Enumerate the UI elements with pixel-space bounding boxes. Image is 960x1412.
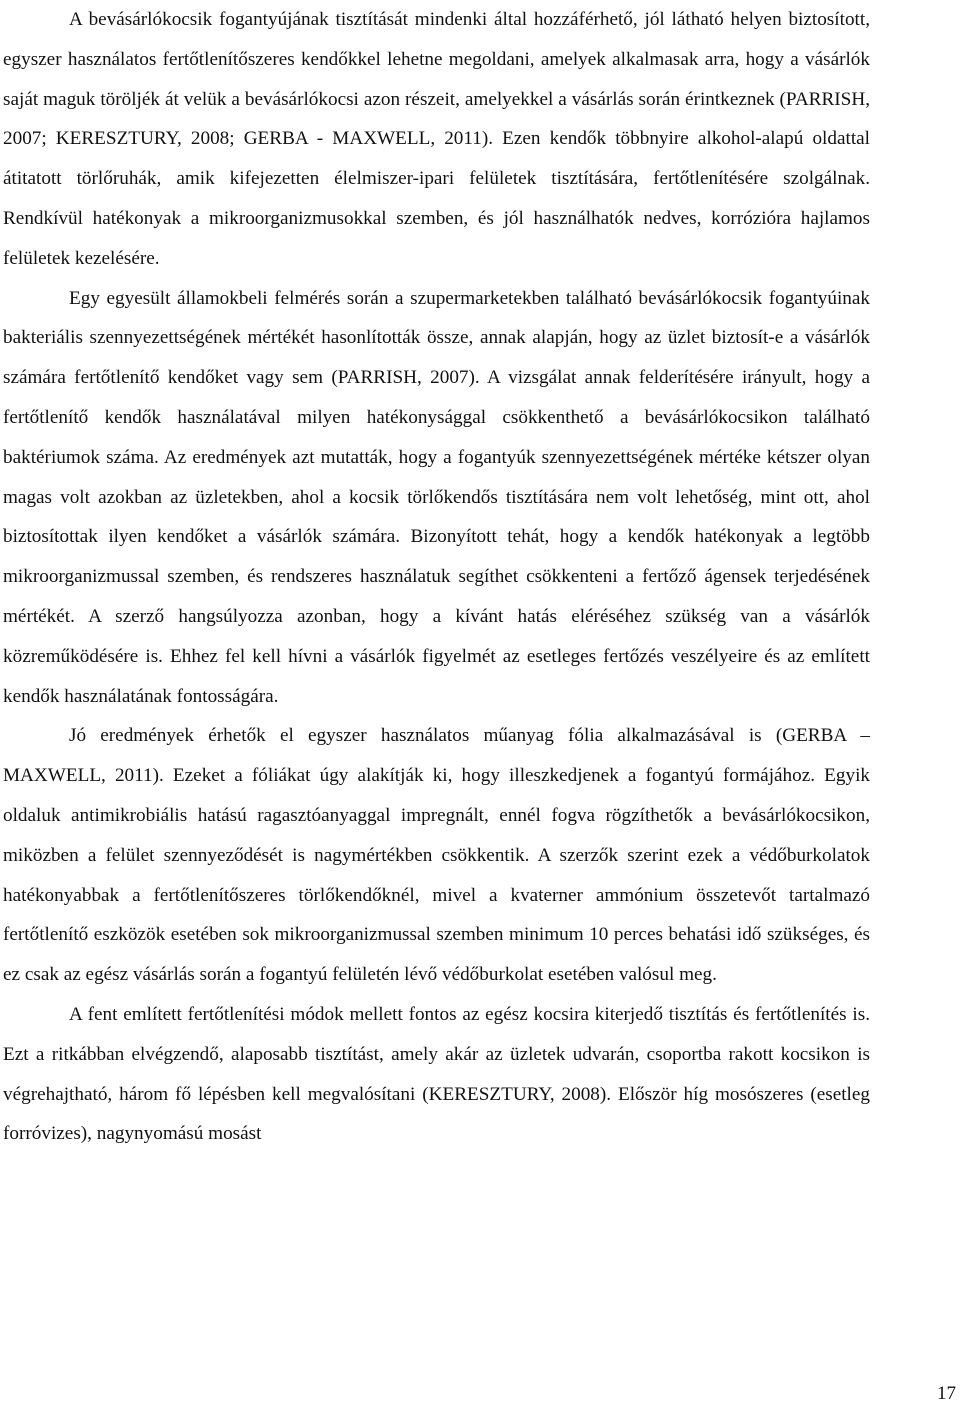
paragraph-1: A bevásárlókocsik fogantyújának tisztítását mindenki által hozzáférhető, jól látható helyen biztosított, egyszer használatos fertőtlenítőszeres kendőkkel lehetne megoldani, amelyek alkalmasak arra, hogy a vásárlók saját maguk töröljék át velük a bevásárlókocsi azon részeit, amelyekkel a vásárlás során érintkeznek (PARRISH, 2007; KERESZTURY, 2008; GERBA - MAXWELL, 2011). Ezen kendők többnyire alkohol-alapú oldattal átitatott törlőruhák, amik kifejezetten élelmiszer-ipari felületek tisztítására, fertőtlenítésére szolgálnak. Rendkívül hatékonyak a mikroorganizmusokkal szemben, és jól használhatók nedves, korrózióra hajlamos felületek kezelésére. [3,9,870,269]
document-body [3,0,870,1154]
paragraph-3: Jó eredmények érhetők el egyszer használatos műanyag fólia alkalmazásával is (GERBA – MAXWELL, 2011). Ezeket a fóliákat úgy alakítják ki, hogy illeszkedjenek a fogantyú formájához. Egyik oldaluk antimikrobiális hatású ragasztóanyaggal impregnált, ennél fogva rögzíthetők a bevásárlókocsikon, miközben a felület szennyeződését is nagymértékben csökkentik. A szerzők szerint ezek a védőburkolatok hatékonyabbak a fertőtlenítőszeres törlőkendőknél, mivel a kvaterner ammónium összetevőt tartalmazó fertőtlenítő eszközök esetében sok mikroorganizmussal szemben minimum 10 perces behatási idő szükséges, és ez csak az egész vásárlás során a fogantyú felületén lévő védőburkolat esetében valósul meg. [3,725,870,986]
paragraph-4: A fent említett fertőtlenítési módok mellett fontos az egész kocsira kiterjedő tisztítás és fertőtlenítés is. Ezt a ritkábban elvégzendő, alaposabb tisztítást, amely akár az üzletek udvarán, csoportba rakott kocsikon is végrehajtható, három fő lépésben kell megvalósítani (KERESZTURY, 2008). Először híg mosószeres (esetleg forróvizes), nagynyomású mosást [3,1003,870,1145]
paragraph-2: Egy egyesült államokbeli felmérés során a szupermarketekben található bevásárlókocsik fogantyúinak bakteriális szennyezettségének mértékét hasonlították össze, annak alapján, hogy az üzlet biztosít-e a vásárlók számára fertőtlenítő kendőket vagy sem (PARRISH, 2007). A vizsgálat annak felderítésére irányult, hogy a fertőtlenítő kendők használatával milyen hatékonysággal csökkenthető a bevásárlókocsikon található baktériumok száma. Az eredmények azt mutatták, hogy a fogantyúk szennyezettségének mértéke kétszer olyan magas volt azokban az üzletekben, ahol a kocsik törlőkendős tisztítására nem volt lehetőség, mint ott, ahol biztosítottak ilyen kendőket a vásárlók számára. Bizonyított tehát, hogy a kendők hatékonyak a legtöbb mikroorganizmussal szemben, és rendszeres használatuk segíthet csökkenteni a fertőző ágensek terjedésének mértékét. A szerző hangsúlyozza azonban, hogy a kívánt hatás eléréséhez szükség van a vásárlók közreműködésére is. Ehhez fel kell hívni a vásárlók figyelmét az esetleges fertőzés veszélyeire és az említett kendők használatának fontosságára. [3,287,870,707]
page-number: 17 [937,1383,956,1404]
